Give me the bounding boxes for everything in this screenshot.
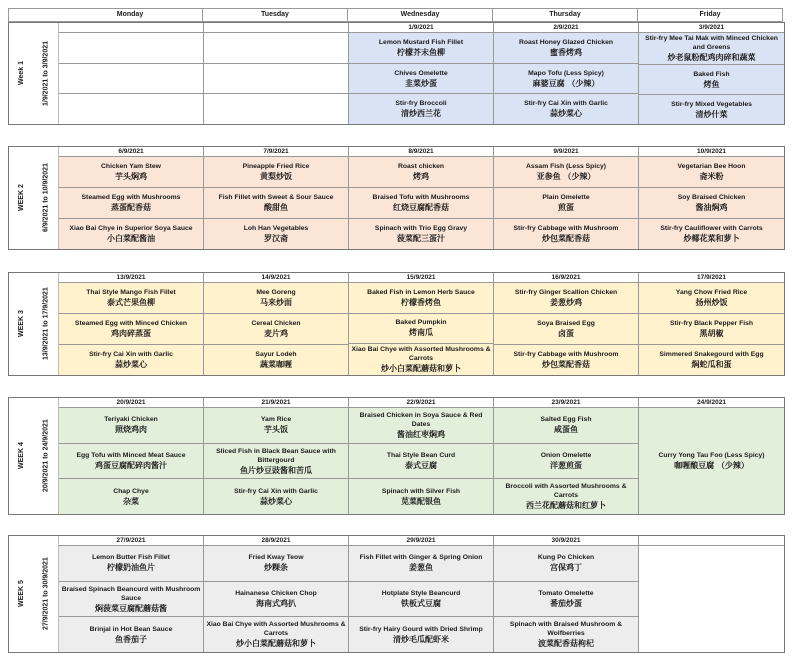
- meal-cell: [204, 408, 348, 444]
- meal-cell: [59, 546, 203, 582]
- dish-name-en: Fried Kway Teow: [248, 554, 304, 562]
- meal-cell: [494, 314, 638, 345]
- empty-meal-cell: [59, 94, 203, 124]
- dish-name-zh: 杂菜: [123, 496, 139, 506]
- dish-name-en: Stir-fry Cauliflower with Carrots: [660, 225, 763, 232]
- day-column-tuesday: [204, 23, 349, 124]
- dish-name-zh: 炒包菜配香菇: [542, 234, 590, 243]
- dish-name-zh: 芋头焖鸡: [115, 172, 147, 181]
- week-date-range: 20/9/2021 to 24/9/2021: [34, 398, 59, 514]
- week-date-range: 13/9/2021 to 17/9/2021: [34, 273, 59, 375]
- meal-cell: [349, 314, 493, 345]
- week-label: [9, 273, 59, 375]
- meal-cell: [349, 157, 493, 188]
- dish-name-en: Brinjal in Hot Bean Sauce: [89, 625, 173, 633]
- dish-name-zh: 姜葱鱼: [409, 563, 433, 573]
- dish-name-en: Vegetarian Bee Hoon: [677, 163, 746, 170]
- day-column-tuesday: [204, 536, 349, 652]
- dish-name-en: Mee Goreng: [256, 289, 296, 296]
- dish-name-en: Baked Fish: [693, 70, 730, 78]
- week-label: [9, 23, 59, 124]
- dish-name-zh: 马来炒面: [260, 298, 292, 307]
- dish-name-en: Lemon Mustard Fish Fillet: [378, 38, 464, 46]
- date-cell: 22/9/2021: [349, 398, 493, 408]
- dish-name-en: Fish Fillet with Sweet & Sour Sauce: [218, 194, 334, 201]
- week-label: [9, 147, 59, 249]
- meal-cell: [639, 95, 784, 124]
- dish-name-zh: 扬州炒饭: [695, 298, 728, 307]
- dish-name-zh: 黄梨炒饭: [260, 172, 292, 181]
- dish-name-en: Stir-fry Cai Xin with Garlic: [89, 351, 173, 358]
- dish-name-zh: 菠菜配三蛋汁: [397, 234, 445, 243]
- dish-name-en: Salted Egg Fish: [540, 416, 592, 424]
- dish-name-en: Fish Fillet with Ginger & Spring Onion: [359, 554, 483, 562]
- meal-cell: [349, 408, 493, 444]
- meal-cell: [59, 582, 203, 618]
- week-label: [9, 398, 59, 514]
- dish-name-en: Sayur Lodeh: [255, 351, 297, 358]
- day-column-thursday: [494, 398, 639, 514]
- date-cell: 13/9/2021: [59, 273, 203, 283]
- empty-meal-cell: [639, 617, 784, 652]
- meal-cell: [59, 314, 203, 345]
- dish-name-zh: 炒包菜配香菇: [542, 360, 590, 369]
- dish-name-en: Chives Omelette: [394, 69, 448, 77]
- dish-name-en: Roast chicken: [397, 163, 445, 170]
- dish-name-en: Roast Honey Glazed Chicken: [518, 38, 614, 46]
- dish-name-en: Mapo Tofu (Less Spicy): [528, 69, 604, 77]
- day-header-row: [8, 8, 783, 22]
- date-cell: 14/9/2021: [204, 273, 348, 283]
- dish-name-en: Cereal Chicken: [251, 320, 301, 327]
- dish-name-zh: 酱油焖鸡: [695, 203, 728, 212]
- day-header-thursday: Thursday: [493, 8, 638, 22]
- dish-name-en: Xiao Bai Chye with Assorted Mushrooms & Carrots: [206, 621, 346, 638]
- date-cell: 24/9/2021: [639, 398, 784, 408]
- date-cell: 28/9/2021: [204, 536, 348, 546]
- day-column-monday: [59, 23, 204, 124]
- dish-name-zh: 炒小白菜配蘑菇和萝卜: [381, 364, 461, 373]
- dish-name-zh: 鸡肉碎蒸蛋: [111, 329, 151, 338]
- dish-name-en: Tomato Omelette: [538, 590, 594, 597]
- dish-name-en: Soy Braised Chicken: [677, 194, 746, 201]
- dish-name-zh: 姜葱炒鸡: [550, 298, 582, 307]
- dish-name-en: Baked Fish in Lemon Herb Sauce: [367, 288, 475, 296]
- dish-name-zh: 芋头饭: [264, 425, 288, 435]
- dish-name-en: Braised Chicken in Soya Sauce & Red Dates: [359, 411, 483, 428]
- empty-meal-cell: [204, 33, 348, 64]
- dish-name-en: Egg Tofu with Minced Meat Sauce: [76, 452, 186, 459]
- dish-name-en: Plain Omelette: [542, 194, 590, 201]
- meal-cell: [349, 283, 493, 314]
- week-name: WEEK 3: [18, 310, 25, 338]
- dish-name-en: Pineapple Fried Rice: [242, 163, 310, 170]
- dish-name-en: Kung Po Chicken: [537, 554, 595, 562]
- dish-name-zh: 烤鸡: [413, 172, 429, 181]
- dish-name-zh: 洋葱煎蛋: [550, 461, 582, 470]
- dish-name-zh: 西兰花配蘑菇和红萝卜: [526, 501, 606, 511]
- day-header-wednesday: Wednesday: [348, 8, 493, 22]
- meal-cell: [349, 188, 493, 219]
- meal-cell: [639, 188, 784, 219]
- dish-name-en: Yam Rice: [260, 416, 292, 424]
- meal-cell: [59, 617, 203, 652]
- date-cell: [639, 536, 784, 546]
- meal-cell: [494, 408, 638, 444]
- day-column-wednesday: [349, 398, 494, 514]
- day-column-wednesday: [349, 147, 494, 249]
- meal-cell: [59, 283, 203, 314]
- meal-cell: [59, 408, 203, 444]
- week-block-3: [8, 272, 785, 376]
- dish-name-en: Lemon Butter Fish Fillet: [92, 554, 170, 562]
- date-cell: 20/9/2021: [59, 398, 203, 408]
- date-cell: 7/9/2021: [204, 147, 348, 157]
- dish-name-en: Teriyaki Chicken: [104, 416, 158, 424]
- dish-name-en: Hotplate Style Beancurd: [381, 590, 461, 597]
- dish-name-en: Steamed Egg with Minced Chicken: [74, 320, 188, 327]
- dish-name-en: Spinach with Trio Egg Gravy: [374, 225, 468, 232]
- meal-cell: [204, 283, 348, 314]
- dish-name-zh: 焖菠菜豆腐配蘑菇酱: [95, 603, 167, 613]
- empty-meal-cell: [204, 64, 348, 95]
- day-column-friday: [639, 273, 784, 375]
- dish-name-en: Soya Braised Egg: [537, 320, 595, 327]
- meal-cell: [204, 345, 348, 375]
- day-column-thursday: [494, 23, 639, 124]
- date-cell: [204, 23, 348, 33]
- dish-name-zh: 酸甜鱼: [264, 203, 288, 212]
- week-block-2: [8, 146, 785, 250]
- date-cell: 15/9/2021: [349, 273, 493, 283]
- meal-cell: [494, 283, 638, 314]
- dish-name-en: Stir-fry Cai Xin with Garlic: [234, 487, 318, 495]
- dish-name-zh: 鸡蛋豆腐配碎肉酱汁: [95, 461, 167, 470]
- dish-name-en: Spinach with Braised Mushroom & Wolfberries: [509, 621, 623, 638]
- meal-cell: [204, 188, 348, 219]
- empty-meal-cell: [639, 581, 784, 616]
- dish-name-en: Xiao Bai Chye in Superior Soya Sauce: [69, 225, 193, 232]
- day-header-monday: Monday: [58, 8, 203, 22]
- day-column-monday: [59, 398, 204, 514]
- meal-cell: [494, 546, 638, 582]
- dish-name-zh: 焖蛇瓜和蛋: [691, 360, 732, 369]
- day-column-thursday: [494, 536, 639, 652]
- dish-name-zh: 清炒西兰花: [401, 109, 441, 119]
- week-name: WEEK 2: [18, 184, 25, 212]
- dish-name-zh: 亚参鱼 （少辣）: [536, 172, 596, 181]
- dish-name-en: Simmered Snakegourd with Egg: [659, 351, 764, 358]
- date-cell: 3/9/2021: [639, 23, 784, 33]
- week-name: Week 1: [18, 61, 25, 86]
- meal-cell: [204, 219, 348, 249]
- dish-name-zh: 番茄炒蛋: [550, 599, 582, 608]
- date-cell: 21/9/2021: [204, 398, 348, 408]
- meal-cell: [59, 345, 203, 375]
- dish-name-zh: 斋米粉: [699, 172, 724, 181]
- dish-name-en: Curry Yong Tau Foo (Less Spicy): [658, 452, 765, 459]
- dish-name-zh: 宫保鸡丁: [550, 563, 582, 573]
- meal-cell: [204, 314, 348, 345]
- meal-cell: [494, 479, 638, 514]
- dish-name-zh: 清炒什菜: [695, 109, 728, 119]
- dish-name-zh: 咸蛋鱼: [554, 425, 578, 435]
- date-cell: 29/9/2021: [349, 536, 493, 546]
- meal-cell: [639, 33, 784, 65]
- dish-name-zh: 海南式鸡扒: [256, 599, 296, 608]
- date-cell: 8/9/2021: [349, 147, 493, 157]
- dish-name-zh: 柠檬芥末鱼柳: [397, 47, 445, 57]
- meal-cell: [494, 582, 638, 618]
- meal-cell: [639, 345, 784, 375]
- dish-name-zh: 鱼香茄子: [115, 634, 147, 644]
- dish-name-zh: 卤蛋: [558, 329, 574, 338]
- meal-cell: [494, 157, 638, 188]
- meal-cell: [494, 617, 638, 652]
- day-column-wednesday: [349, 536, 494, 652]
- meal-cell: [639, 408, 784, 514]
- dish-name-zh: 韭菜炒蛋: [405, 78, 437, 88]
- date-cell: 27/9/2021: [59, 536, 203, 546]
- dish-name-zh: 炒粿条: [264, 563, 288, 573]
- dish-name-zh: 小白菜配酱油: [107, 234, 155, 243]
- week-block-5: [8, 535, 785, 653]
- empty-meal-cell: [639, 546, 784, 581]
- date-cell: 6/9/2021: [59, 147, 203, 157]
- dish-name-en: Stir-fry Broccoli: [395, 100, 447, 108]
- dish-name-zh: 烤鱼: [703, 79, 720, 89]
- meal-cell: [204, 479, 348, 514]
- week-date-range: 6/9/2021 to 10/9/2021: [34, 147, 59, 249]
- meal-cell: [204, 582, 348, 618]
- week-name: WEEK 4: [18, 442, 25, 470]
- dish-name-zh: 蜜香烤鸡: [550, 47, 582, 57]
- day-column-thursday: [494, 273, 639, 375]
- dish-name-en: Broccoli with Assorted Mushrooms & Carrots: [505, 483, 627, 500]
- meal-cell: [204, 546, 348, 582]
- dish-name-en: Stir-fry Black Pepper Fish: [669, 320, 754, 327]
- dish-name-zh: 黑胡椒: [699, 329, 724, 338]
- meal-cell: [349, 479, 493, 514]
- dish-name-en: Xiao Bai Chye with Assorted Mushrooms & Carrots: [351, 346, 491, 362]
- dish-name-en: Stir-fry Cai Xin with Garlic: [524, 100, 608, 108]
- day-column-tuesday: [204, 398, 349, 514]
- week-date-range: 27/9/2021 to 30/9/2021: [34, 536, 59, 652]
- dish-name-en: Steamed Egg with Mushrooms: [81, 194, 181, 201]
- dish-name-zh: 红烧豆腐配香菇: [393, 203, 449, 212]
- meal-cell: [639, 65, 784, 95]
- date-cell: 1/9/2021: [349, 23, 493, 33]
- dish-name-en: Sliced Fish in Black Bean Sauce with Bittergourd: [216, 447, 336, 464]
- dish-name-zh: 炒椰花菜和萝卜: [683, 234, 740, 243]
- dish-name-en: Chap Chye: [113, 487, 149, 495]
- header-corner: [8, 8, 58, 22]
- dish-name-en: Assam Fish (Less Spicy): [525, 163, 607, 170]
- date-cell: 30/9/2021: [494, 536, 638, 546]
- empty-meal-cell: [59, 64, 203, 95]
- meal-cell: [59, 188, 203, 219]
- day-column-monday: [59, 273, 204, 375]
- dish-name-en: Stir-fry Cabbage with Mushroom: [513, 225, 619, 232]
- dish-name-zh: 咖喱酿豆腐 （少辣）: [674, 461, 749, 470]
- dish-name-zh: 酱油红枣焖鸡: [397, 429, 445, 439]
- date-cell: 2/9/2021: [494, 23, 638, 33]
- dish-name-zh: 麻婆豆腐 （少辣）: [532, 78, 600, 88]
- meal-cell: [59, 219, 203, 249]
- day-column-tuesday: [204, 273, 349, 375]
- dish-name-en: Braised Spinach Beancurd with Mushroom Sauce: [61, 585, 201, 602]
- meal-cell: [494, 345, 638, 375]
- dish-name-zh: 铁板式豆腐: [401, 599, 441, 608]
- dish-name-en: Stir-fry Mixed Vegetables: [671, 100, 752, 108]
- week-date-range: 1/9/2021 to 3/9/2021: [34, 23, 59, 124]
- dish-name-zh: 煎蛋: [558, 203, 574, 212]
- dish-name-zh: 照烧鸡肉: [115, 425, 147, 435]
- dish-name-zh: 蒜炒菜心: [115, 360, 147, 369]
- empty-meal-cell: [59, 33, 203, 64]
- dish-name-zh: 鱼片炒豆豉酱和苦瓜: [240, 465, 312, 475]
- meal-cell: [349, 546, 493, 582]
- dish-name-en: Onion Omelette: [540, 452, 592, 459]
- meal-cell: [204, 444, 348, 480]
- day-column-tuesday: [204, 147, 349, 249]
- meal-cell: [494, 94, 638, 124]
- dish-name-zh: 柠檬奶油鱼片: [107, 563, 155, 573]
- meal-cell: [494, 64, 638, 95]
- meal-cell: [349, 219, 493, 249]
- meal-cell: [494, 188, 638, 219]
- day-column-wednesday: [349, 23, 494, 124]
- meal-cell: [639, 283, 784, 314]
- dish-name-en: Stir-fry Cabbage with Mushroom: [513, 351, 619, 358]
- meal-cell: [639, 314, 784, 345]
- dish-name-en: Stir-fry Ginger Scallion Chicken: [514, 289, 618, 296]
- empty-meal-cell: [204, 94, 348, 124]
- date-cell: 10/9/2021: [639, 147, 784, 157]
- dish-name-zh: 蒜炒菜心: [550, 109, 582, 119]
- day-column-wednesday: [349, 273, 494, 375]
- week-label: [9, 536, 59, 652]
- date-cell: 17/9/2021: [639, 273, 784, 283]
- day-column-friday: [639, 147, 784, 249]
- dish-name-en: Stir-fry Hairy Gourd with Dried Shrimp: [359, 625, 483, 633]
- meal-cell: [349, 33, 493, 64]
- meal-cell: [349, 94, 493, 124]
- dish-name-zh: 柠檬香烤鱼: [401, 297, 441, 307]
- date-cell: 23/9/2021: [494, 398, 638, 408]
- dish-name-zh: 苋菜配银鱼: [401, 496, 441, 506]
- dish-name-zh: 清炒毛瓜配虾米: [393, 634, 449, 644]
- meal-cell: [204, 617, 348, 652]
- dish-name-zh: 烤南瓜: [409, 328, 433, 338]
- meal-cell: [349, 582, 493, 618]
- day-header-friday: Friday: [638, 8, 783, 22]
- dish-name-zh: 蒸蛋配香菇: [111, 203, 151, 212]
- dish-name-zh: 炒小白菜配蘑菇和萝卜: [236, 639, 316, 649]
- dish-name-en: Spinach with Silver Fish: [381, 487, 461, 495]
- week-name: WEEK 5: [18, 580, 25, 608]
- meal-cell: [349, 64, 493, 95]
- dish-name-zh: 泰式芒果鱼柳: [107, 298, 155, 307]
- day-header-tuesday: Tuesday: [203, 8, 348, 22]
- week-block-4: [8, 397, 785, 515]
- dish-name-en: Thai Style Bean Curd: [386, 452, 456, 459]
- dish-name-zh: 麦片鸡: [264, 329, 288, 338]
- meal-cell: [59, 479, 203, 514]
- meal-cell: [349, 344, 493, 375]
- day-column-friday: [639, 398, 784, 514]
- day-column-friday: [639, 23, 784, 124]
- dish-name-zh: 泰式豆腐: [405, 461, 437, 470]
- dish-name-zh: 炒老鼠粉配鸡肉碎和蔬菜: [667, 53, 756, 62]
- meal-cell: [59, 444, 203, 480]
- meal-cell: [639, 219, 784, 249]
- meal-cell: [494, 33, 638, 64]
- dish-name-en: Yang Chow Fried Rice: [675, 289, 748, 296]
- day-column-monday: [59, 536, 204, 652]
- day-column-friday: [639, 536, 784, 652]
- meal-cell: [59, 157, 203, 188]
- date-cell: 9/9/2021: [494, 147, 638, 157]
- meal-cell: [204, 157, 348, 188]
- date-cell: 16/9/2021: [494, 273, 638, 283]
- dish-name-en: Hainanese Chicken Chop: [235, 590, 317, 597]
- meal-cell: [349, 444, 493, 480]
- dish-name-zh: 罗汉斋: [264, 234, 288, 243]
- dish-name-en: Braised Tofu with Mushrooms: [372, 194, 470, 201]
- dish-name-en: Chicken Yam Stew: [101, 163, 161, 170]
- day-column-monday: [59, 147, 204, 249]
- dish-name-zh: 蔬菜咖喱: [260, 360, 292, 369]
- dish-name-zh: 蒜炒菜心: [260, 496, 292, 506]
- meal-cell: [494, 444, 638, 480]
- dish-name-en: Baked Pumpkin: [395, 319, 447, 327]
- week-block-1: [8, 22, 785, 125]
- meal-cell: [349, 617, 493, 652]
- meal-cell: [639, 157, 784, 188]
- meal-cell: [494, 219, 638, 249]
- dish-name-zh: 波菜配香菇枸杞: [538, 639, 594, 649]
- dish-name-en: Stir-fry Mee Tai Mak with Minced Chicken and Greens: [645, 35, 778, 51]
- date-cell: [59, 23, 203, 33]
- dish-name-en: Loh Han Vegetables: [243, 225, 309, 232]
- dish-name-en: Thai Style Mango Fish Fillet: [86, 289, 176, 296]
- day-column-thursday: [494, 147, 639, 249]
